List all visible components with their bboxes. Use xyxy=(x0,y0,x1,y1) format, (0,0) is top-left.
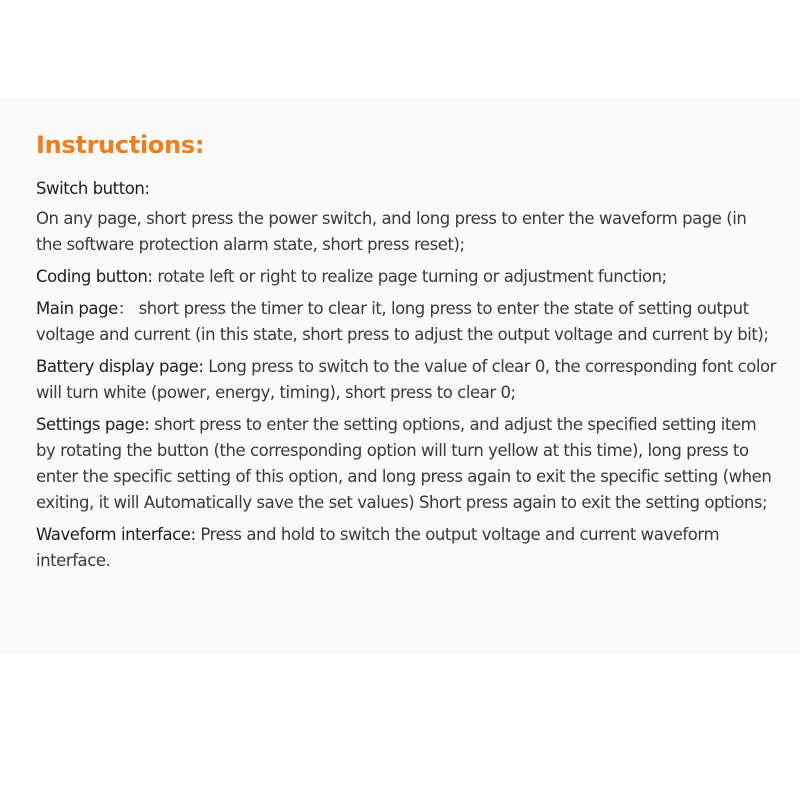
item-label: Main page： xyxy=(36,299,134,318)
battery-display-page-item xyxy=(36,354,776,406)
settings-page-item xyxy=(36,412,776,516)
item-text: Press and hold to switch the output voltage and current waveform interface. xyxy=(36,525,720,570)
item-text: On any page, short press the power switch, and long press to enter the waveform page (in the software protection alarm state, short press reset); xyxy=(36,209,747,254)
item-label: Waveform interface: xyxy=(36,525,196,544)
switch-button-description xyxy=(36,206,776,258)
item-label: Switch button: xyxy=(36,179,150,198)
instructions-content xyxy=(36,176,776,580)
item-label: Settings page: xyxy=(36,415,150,434)
coding-button-item xyxy=(36,264,776,290)
switch-button-heading xyxy=(36,176,776,202)
item-label: Battery display page: xyxy=(36,357,204,376)
item-text: short press to enter the setting options, and adjust the specified setting item by rotating the button (the corresponding option will turn yellow at this time), long press to enter the specific setting of this option, and long press again to exit the specific setting (when exiting, it will Automatically save the set values) Short press again to exit the setting options; xyxy=(36,415,772,512)
item-label: Coding button: xyxy=(36,267,153,286)
instructions-title: Instructions: xyxy=(36,131,205,159)
item-text: Long press to switch to the value of clear 0, the corresponding font color will turn white (power, energy, timing), short press to clear 0; xyxy=(36,357,776,402)
main-page-item xyxy=(36,296,776,348)
item-text: rotate left or right to realize page turning or adjustment function; xyxy=(152,267,667,286)
item-text: short press the timer to clear it, long press to enter the state of setting output voltage and current (in this state, short press to adjust the output voltage and current by bit); xyxy=(36,299,769,344)
waveform-interface-item xyxy=(36,522,776,574)
